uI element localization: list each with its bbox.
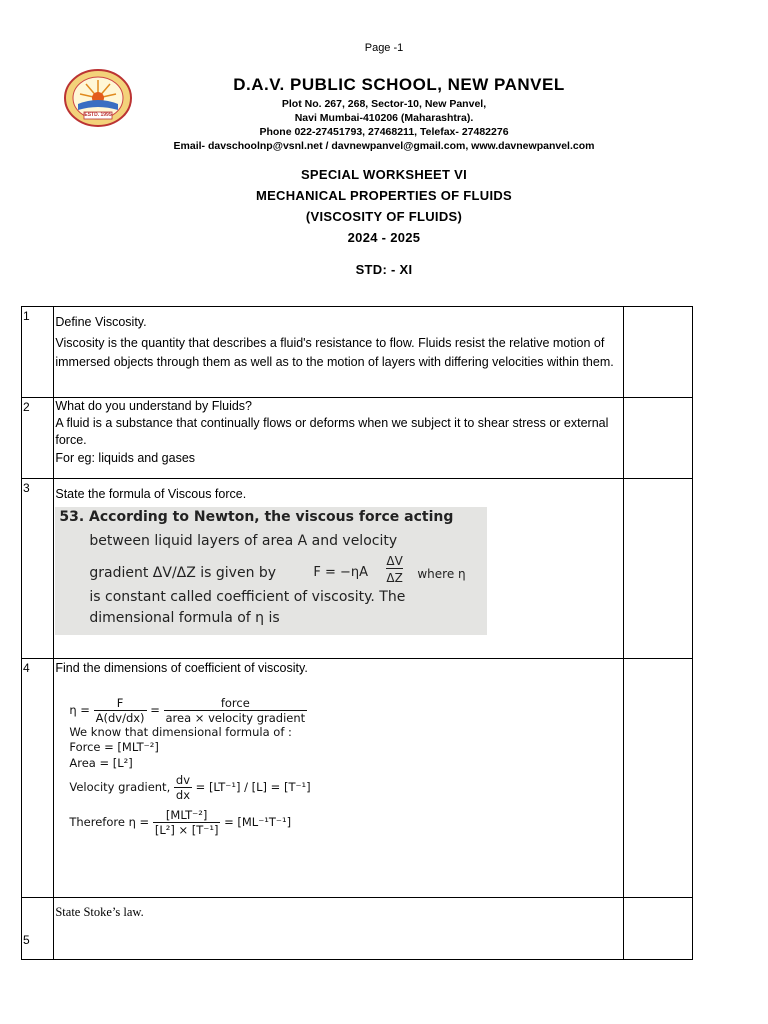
answer-text: Viscosity is the quantity that describes a fluid's resistance to flow. Fluids resist the relative motion of immersed objects through them as well as to the motion of layers with differing velocities within them. xyxy=(55,336,614,369)
math-line: Force = [MLT⁻²] xyxy=(69,740,159,754)
math-text: = [LT⁻¹] / [L] = [T⁻¹] xyxy=(195,780,311,794)
page-number: Page -1 xyxy=(364,42,404,54)
excerpt-line: between liquid layers of area A and velocity xyxy=(89,533,398,549)
question-text: State the formula of Viscous force. xyxy=(55,487,247,501)
question-row xyxy=(22,898,693,960)
textbook-excerpt-image xyxy=(55,507,487,635)
numerator: force xyxy=(164,696,308,711)
question-cell xyxy=(54,479,623,659)
worksheet-subject: MECHANICAL PROPERTIES OF FLUIDS xyxy=(255,188,513,203)
viscosity-definition-equation: η = $\frac{F}{A(dv/dx)}$ = $\frac{\text{force}}{\text{area × velocity gradient}}$ xyxy=(69,696,306,725)
eta-symbol: η = xyxy=(69,703,90,717)
answer-example: For eg: liquids and gases xyxy=(55,451,196,465)
math-text: = [ML⁻¹T⁻¹] xyxy=(224,815,292,829)
question-text: Find the dimensions of coefficient of viscosity. xyxy=(55,661,308,675)
marks-cell xyxy=(623,307,692,398)
excerpt-formula: F = −ηA xyxy=(313,565,369,580)
question-text: State Stoke’s law. xyxy=(55,905,144,919)
excerpt-line: where η xyxy=(417,567,466,581)
numerator: F xyxy=(94,696,147,711)
worksheet-topic: (VISCOSITY OF FLUIDS) xyxy=(305,209,463,224)
math-line: We know that dimensional formula of : xyxy=(69,725,292,739)
denominator: [L²] × [T⁻¹] xyxy=(154,823,219,837)
school-address-line2: Navi Mumbai-410206 (Maharashtra). xyxy=(294,112,474,124)
marks-cell xyxy=(623,659,692,898)
numerator: [MLT⁻²] xyxy=(153,808,221,823)
worksheet-title: SPECIAL WORKSHEET VI xyxy=(300,167,468,182)
velocity-gradient-equation xyxy=(69,773,620,802)
question-text: What do you understand by Fluids? xyxy=(55,399,253,413)
excerpt-line: gradient ΔV/ΔZ is given by xyxy=(89,565,277,581)
worksheet-standard: STD: - XI xyxy=(355,262,413,277)
fraction xyxy=(94,696,147,725)
school-phone: Phone 022-27451793, 27468211, Telefax- 27482276 xyxy=(259,126,509,138)
math-line: Area = [L²] xyxy=(69,756,133,770)
marks-cell xyxy=(623,398,692,479)
marks-cell xyxy=(623,898,692,960)
fraction xyxy=(153,808,221,837)
question-number: 1 xyxy=(22,307,54,398)
numerator: dv xyxy=(175,773,190,787)
question-text: Define Viscosity. xyxy=(55,315,147,329)
question-table xyxy=(21,306,693,960)
question-number: 2 xyxy=(22,398,54,479)
question-number: 5 xyxy=(22,898,54,960)
question-number: 4 xyxy=(22,659,54,898)
question-cell xyxy=(54,659,623,898)
excerpt-line: is constant called coefficient of viscosity. The xyxy=(89,589,406,605)
excerpt-line: 53. According to Newton, the viscous force acting xyxy=(59,509,454,525)
fraction xyxy=(164,696,308,725)
math-text: Therefore η = xyxy=(69,815,150,829)
excerpt-fraction-num: ΔV xyxy=(386,554,403,568)
fraction xyxy=(174,773,192,802)
excerpt-fraction-den: ΔZ xyxy=(386,571,403,585)
school-email: Email- davschoolnp@vsnl.net / davnewpanvel@gmail.com, www.davnewpanvel.com xyxy=(173,140,595,152)
question-cell xyxy=(54,307,623,398)
worksheet-year: 2024 - 2025 xyxy=(347,230,421,245)
marks-cell xyxy=(623,479,692,659)
question-number: 3 xyxy=(22,479,54,659)
answer-text: A fluid is a substance that continually flows or deforms when we subject it to shear stress or external force. xyxy=(55,416,609,447)
result-equation xyxy=(69,808,620,837)
denominator: dx xyxy=(175,788,190,802)
denominator: area × velocity gradient xyxy=(165,711,306,725)
denominator: A(dv/dx) xyxy=(95,711,145,725)
question-row xyxy=(22,307,693,398)
school-name: D.A.V. PUBLIC SCHOOL, NEW PANVEL xyxy=(233,75,565,94)
school-address-line1: Plot No. 267, 268, Sector-10, New Panvel, xyxy=(281,98,487,110)
question-row xyxy=(22,398,693,479)
question-row xyxy=(22,659,693,898)
question-cell xyxy=(54,398,623,479)
math-text: Velocity gradient, xyxy=(69,780,171,794)
logo-estd-text: ESTD. 1995 xyxy=(84,112,112,118)
question-cell xyxy=(54,898,623,960)
excerpt-line: dimensional formula of η is xyxy=(89,610,280,626)
question-row xyxy=(22,479,693,659)
